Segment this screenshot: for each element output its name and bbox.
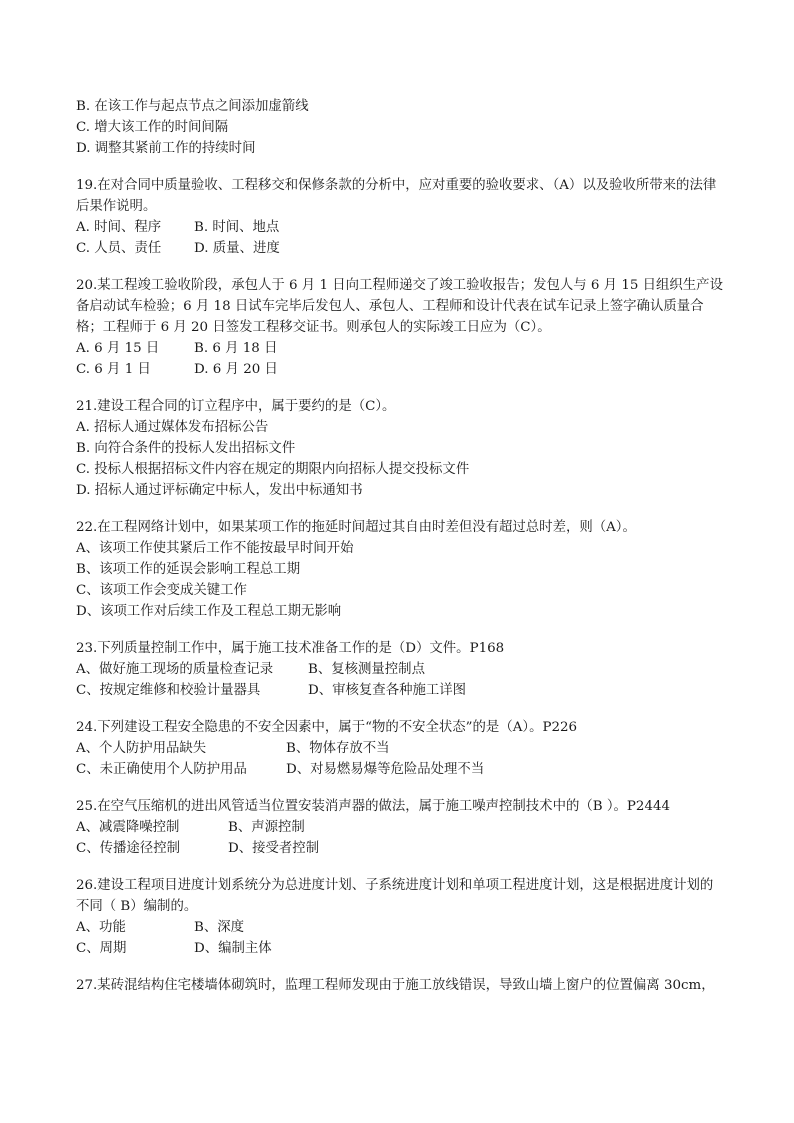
question-21 bbox=[76, 396, 726, 501]
option-row bbox=[76, 580, 726, 601]
option-row bbox=[76, 917, 726, 938]
option-row bbox=[76, 659, 726, 680]
option-row bbox=[76, 938, 726, 959]
option-0: C、传播途径控制 bbox=[76, 841, 180, 856]
option-row bbox=[76, 459, 726, 480]
option-0: D. 招标人通过评标确定中标人，发出中标通知书 bbox=[76, 483, 363, 498]
option-0: A、做好施工现场的质量检查记录 bbox=[76, 662, 274, 677]
option-row bbox=[76, 238, 726, 259]
option-1: D、审核复查各种施工详图 bbox=[308, 683, 467, 698]
option-0: A、减震降噪控制 bbox=[76, 820, 180, 835]
option-0: B、该项工作的延误会影响工程总工期 bbox=[76, 562, 301, 577]
question-27 bbox=[76, 975, 726, 996]
option-0: B. 向符合条件的投标人发出招标文件 bbox=[76, 441, 296, 456]
option-1: B、声源控制 bbox=[228, 820, 305, 835]
option-row bbox=[76, 738, 726, 759]
question-20 bbox=[76, 275, 726, 380]
option-row bbox=[76, 838, 726, 859]
question-stem: 26.建设工程项目进度计划系统分为总进度计划、子系统进度计划和单项工程进度计划，这是根据进度计划的不同（ B）编制的。 bbox=[76, 878, 714, 914]
option-0: A、功能 bbox=[76, 920, 126, 935]
option-1: D. 质量、进度 bbox=[194, 241, 280, 256]
option-row bbox=[76, 601, 726, 622]
option-row bbox=[76, 438, 726, 459]
option-row bbox=[76, 359, 726, 380]
option-1: B、深度 bbox=[194, 920, 245, 935]
option-line: C. 增大该工作的时间间隔 bbox=[76, 120, 229, 135]
option-line: D. 调整其紧前工作的持续时间 bbox=[76, 141, 256, 156]
document-page bbox=[76, 96, 726, 996]
option-1: D、编制主体 bbox=[194, 941, 272, 956]
question-26 bbox=[76, 875, 726, 959]
question-stem: 20.某工程竣工验收阶段，承包人于 6 月 1 日向工程师递交了竣工验收报告；发包人与 6 月 15 日组织生产设备启动试车检验；6 月 18 日试车完毕后发包人、承包人、工程师和设计代表在试车记录上签字确认质量合格；工程师于 6 月 20 日签发工程移交证书。则承包人的实际竣工日应为（C）。 bbox=[76, 278, 723, 335]
option-row bbox=[76, 559, 726, 580]
option-1: D. 6 月 20 日 bbox=[194, 362, 278, 377]
option-0: C. 6 月 1 日 bbox=[76, 362, 151, 377]
option-0: D、该项工作对后续工作及工程总工期无影响 bbox=[76, 604, 342, 619]
question-23 bbox=[76, 638, 726, 701]
option-1: D、对易燃易爆等危险品处理不当 bbox=[286, 762, 485, 777]
option-line: B. 在该工作与起点节点之间添加虚箭线 bbox=[76, 99, 309, 114]
option-1: B、复核测量控制点 bbox=[308, 662, 425, 677]
question-stem: 27.某砖混结构住宅楼墙体砌筑时，监理工程师发现由于施工放线错误，导致山墙上窗户的位置偏离 30cm， bbox=[76, 978, 715, 993]
option-1: B. 时间、地点 bbox=[194, 220, 280, 235]
option-0: C. 投标人根据招标文件内容在规定的期限内向招标人提交投标文件 bbox=[76, 462, 470, 477]
question-19 bbox=[76, 175, 726, 259]
option-0: A、该项工作使其紧后工作不能按最早时间开始 bbox=[76, 541, 354, 556]
question-stem: 23.下列质量控制工作中，属于施工技术准备工作的是（D）文件。P168 bbox=[76, 641, 505, 656]
option-0: C、该项工作会变成关键工作 bbox=[76, 583, 247, 598]
option-row bbox=[76, 817, 726, 838]
option-1: B、物体存放不当 bbox=[286, 741, 390, 756]
question-22 bbox=[76, 517, 726, 622]
option-0: C. 人员、责任 bbox=[76, 241, 162, 256]
question-stem: 24.下列建设工程安全隐患的不安全因素中，属于“物的不安全状态”的是（A）。P226 bbox=[76, 720, 578, 735]
option-0: C、未正确使用个人防护用品 bbox=[76, 762, 247, 777]
question-list bbox=[76, 175, 726, 996]
question-stem: 21.建设工程合同的订立程序中，属于要约的是（C）。 bbox=[76, 399, 396, 414]
question-stem: 25.在空气压缩机的进出风管适当位置安装消声器的做法，属于施工噪声控制技术中的（B ）。P2444 bbox=[76, 799, 671, 814]
question-stem: 22.在工程网络计划中，如果某项工作的拖延时间超过其自由时差但没有超过总时差，则（A）。 bbox=[76, 520, 636, 535]
option-0: A、个人防护用品缺失 bbox=[76, 741, 207, 756]
option-0: A. 6 月 15 日 bbox=[76, 341, 160, 356]
question-25 bbox=[76, 796, 726, 859]
question-stem: 19.在对合同中质量验收、工程移交和保修条款的分析中，应对重要的验收要求、（A）以及验收所带来的法律后果作说明。 bbox=[76, 178, 717, 214]
question-24 bbox=[76, 717, 726, 780]
option-0: C、按规定维修和校验计量器具 bbox=[76, 683, 261, 698]
question-continued bbox=[76, 96, 726, 159]
option-0: C、周期 bbox=[76, 941, 127, 956]
option-0: A. 时间、程序 bbox=[76, 220, 162, 235]
option-row bbox=[76, 759, 726, 780]
option-0: A. 招标人通过媒体发布招标公告 bbox=[76, 420, 269, 435]
option-row bbox=[76, 680, 726, 701]
option-row bbox=[76, 217, 726, 238]
option-1: D、接受者控制 bbox=[228, 841, 320, 856]
option-row bbox=[76, 538, 726, 559]
option-row bbox=[76, 417, 726, 438]
option-row bbox=[76, 338, 726, 359]
option-row bbox=[76, 480, 726, 501]
option-1: B. 6 月 18 日 bbox=[194, 341, 278, 356]
